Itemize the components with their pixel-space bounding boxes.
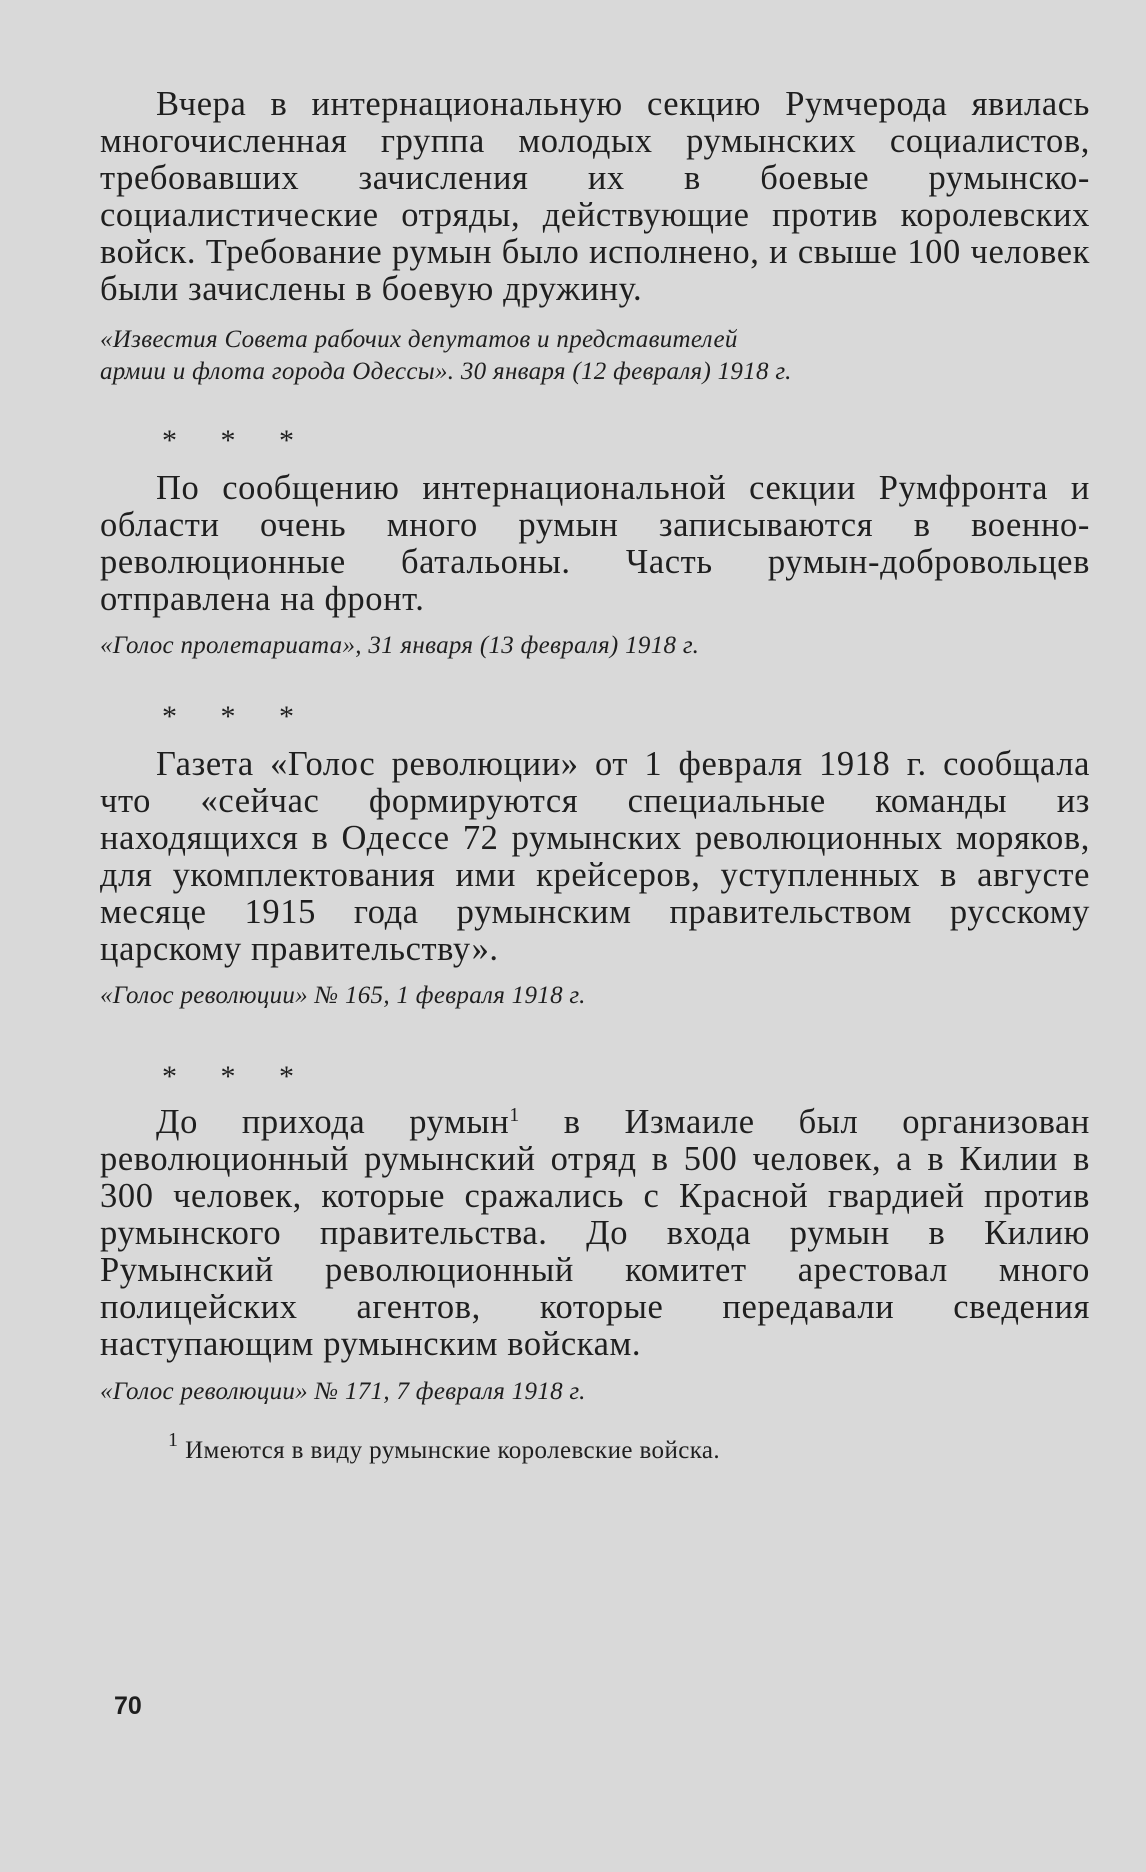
citation-line: армии и флота города Одессы». 30 января (12 февраля) 1918 г.: [100, 358, 792, 385]
article-block-4: [100, 1104, 1090, 1363]
section-separator: * * *: [162, 1060, 300, 1093]
body-paragraph: Вчера в интернациональную секцию Румчерода явилась многочисленная группа молодых румынских социалистов, требовавших зачисления их в боевые румынско-социалистические отряды, действующие против королевских войск. Требование румын было исполнено, и свыше 100 человек были зачислены в боевую дружину.: [100, 85, 1090, 308]
page-number: 70: [114, 1692, 142, 1720]
citation-line: «Голос революции» № 171, 7 февраля 1918 г.: [100, 1378, 586, 1405]
citation-line: «Голос революции» № 165, 1 февраля 1918 г.: [100, 982, 586, 1009]
body-paragraph: До прихода румын$^1$ в Измаиле был организован революционный румынский отряд в 500 человек, а в Килии в 300 человек, которые сражались с Красной гвардией против румынского правительства. До входа румын в Килию Румынский революционный комитет арестовал много полицейских агентов, которые передавали сведения наступающим румынским войскам.: [100, 1103, 1090, 1363]
footnote-reference: 1: [509, 1104, 520, 1126]
body-paragraph: Газета «Голос революции» от 1 февраля 1918 г. сообщала что «сейчас формируются специальные команды из находящихся в Одессе 72 румынских революционных моряков, для укомплектования ими крейсеров, уступленных в августе месяце 1915 года румынским правительством русскому царскому правительству».: [100, 745, 1090, 968]
source-citation-3: [100, 980, 1090, 1012]
article-block-2: [100, 470, 1090, 618]
source-citation-4: [100, 1376, 1090, 1408]
source-citation-2: [100, 630, 1090, 662]
footnote-mark: 1: [168, 1429, 179, 1451]
source-citation-1: [100, 324, 1090, 388]
body-paragraph: По сообщению интернациональной секции Румфронта и области очень много румын записываются в военно-революционные батальоны. Часть румын-добровольцев отправлена на фронт.: [100, 469, 1090, 618]
section-separator: * * *: [162, 424, 300, 457]
article-block-1: [100, 86, 1090, 308]
article-block-3: [100, 746, 1090, 968]
citation-line: «Голос пролетариата», 31 января (13 февраля) 1918 г.: [100, 632, 700, 659]
footnote-text: Имеются в виду румынские королевские войска.: [185, 1437, 721, 1464]
footnote: [100, 1429, 1090, 1467]
citation-line: «Известия Совета рабочих депутатов и представителей: [100, 326, 738, 353]
section-separator: * * *: [162, 700, 300, 733]
